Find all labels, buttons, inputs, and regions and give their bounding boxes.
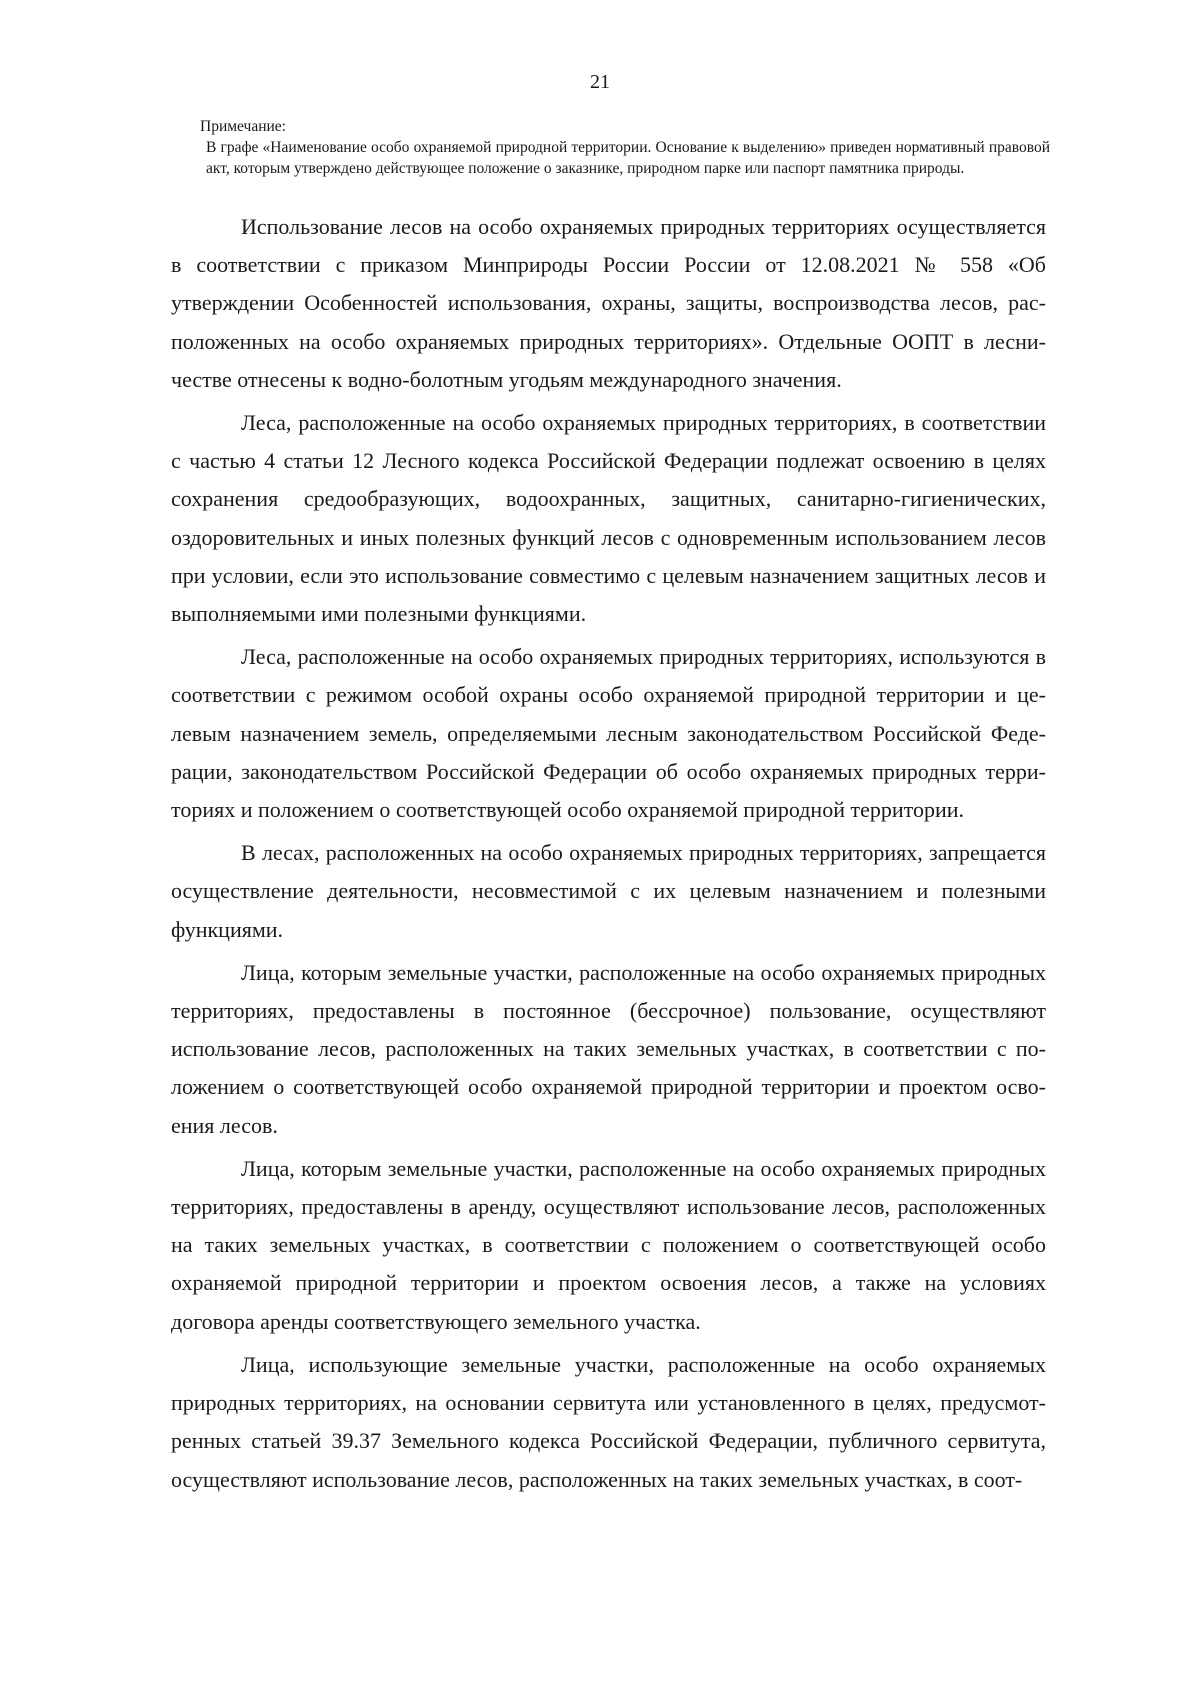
paragraph: Лица, которым земельные участки, расположенные на особо охраняемых природных территориях, предоставлены в постоянное (бессрочное) пользование, осуществляют использование лесов, расположенных на таких земельных участках, в соответствии с положением о соответствующей особо охраняемой природной территории и проектом освоения лесов. — [171, 959, 1046, 1138]
paragraph: Леса, расположенные на особо охраняемых природных территориях, в соответствии с частью 4 статьи 12 Лесного кодекса Российской Федерации подлежат освоению в целях сохранения средообразующих, водоохранных, защитных, санитарно-гигиенических, оздоровительных и иных полезных функций лесов с одновременным использованием лесов при условии, если это использование совместимо с целевым назначением защитных лесов и выполняемыми ими полезными функциями. — [171, 410, 1046, 627]
paragraph: Леса, расположенные на особо охраняемых природных территориях, используются в соответствии с режимом особой охраны особо охраняемой природной территории и целевым назначением земель, определяемыми лесным законодательством Российской Федерации, законодательством Российской Федерации об особо охраняемых природных территориях и положением о соответствующей особо охраняемой природной территории. — [171, 644, 1046, 823]
page-number: 21 — [590, 71, 610, 93]
note-text: В графе «Наименование особо охраняемой природной территории. Основание к выделению» приведен нормативный правовой акт, которым утверждено действующее положение о заказнике, природном парке или паспорт памятника природы. — [206, 139, 1050, 177]
body-text — [171, 208, 1046, 1504]
paragraph: Лица, которым земельные участки, расположенные на особо охраняемых природных территориях, предоставлены в аренду, осуществляют использование лесов, расположенных на таких земельных участках, в соответствии с положением о соответствующей особо охраняемой природной территории и проектом освоения лесов, а также на условиях договора аренды соответствующего земельного участка. — [171, 1155, 1046, 1334]
note-title: Примечание: — [200, 118, 286, 135]
paragraph: Лица, использующие земельные участки, расположенные на особо охраняемых природных территориях, на основании сервитута или установленного в целях, предусмотренных статьей 39.37 Земельного кодекса Российской Федерации, публичного сервитута, осуществляют использование лесов, расположенных на таких земельных участках, в соот- — [171, 1351, 1046, 1492]
paragraph: В лесах, расположенных на особо охраняемых природных территориях, запрещается осуществление деятельности, несовместимой с их целевым назначением и полезными функциями. — [171, 840, 1046, 942]
paragraph: Использование лесов на особо охраняемых природных территориях осуществляется в соответствии с приказом Минприроды России России от 12.08.2021 № 558 «Об утверждении Особенностей использования, охраны, защиты, воспроизводства лесов, расположенных на особо охраняемых природных территориях». Отдельные ООПТ в лесничестве отнесены к водно-болотным угодьям международного значения. — [171, 214, 1046, 392]
note-block — [200, 116, 1050, 179]
